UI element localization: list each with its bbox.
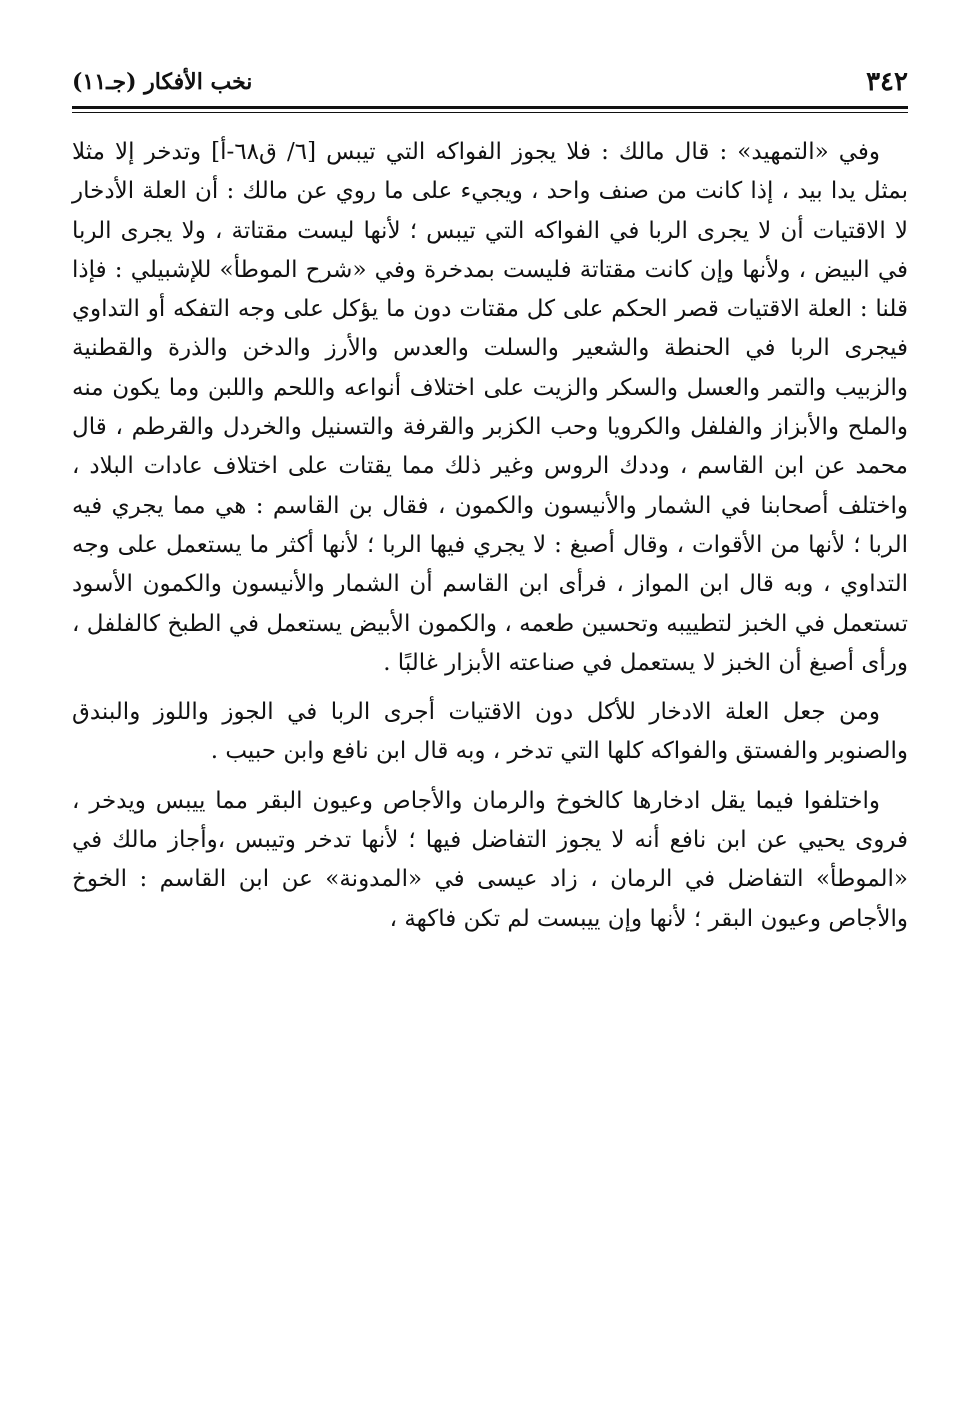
body-text [72, 133, 908, 939]
paragraph-1: وفي «التمهيد» : قال مالك : فلا يجوز الفواكه التي تيبس [٦/ ق٦٨-أ] وتدخر إلا مثلا بمثل يدا بيد ، إذا كانت من صنف واحد ، ويجيء على ما روي عن مالك : أن العلة الأدخار لا الاقتيات أن لا يجرى الربا في الفواكه التي تيبس ؛ لأنها ليست مقتاتة ، ولا يجرى الربا في البيض ، ولأنها وإن كانت مقتاتة فليست بمدخرة وفي «شرح الموطأ» للإشبيلي : فإذا قلنا : العلة الاقتيات قصر الحكم على كل مقتات دون ما يؤكل على وجه التفكه أو التداوي فيجرى الربا في الحنطة والشعير والسلت والعدس والأرز والدخن والذرة والقطنية والزبيب والتمر والعسل والسكر والزيت على اختلاف أنواعه واللحم واللبن وما يكون منه والملح والأبزاز والفلفل والكرويا وحب الكزبر والقرفة والتسنيل والخردل والقرطم ، قال محمد عن ابن القاسم ، وددك الروس وغير ذلك مما يقتات على اختلاف عادات البلاد ، واختلف أصحابنا في الشمار والأنيسون والكمون ، فقال بن القاسم : هي مما يجري فيه الربا ؛ لأنها من الأقوات ، وقال أصبغ : لا يجري فيها الربا ؛ لأنها أكثر ما يستعمل على وجه التداوي ، وبه قال ابن المواز ، فرأى ابن القاسم أن الشمار والأنيسون والكمون الأسود تستعمل في الخبز لتطييبه وتحسين طعمه ، والكمون الأبيض يستعمل في الطبخ كالفلفل ، ورأى أصبغ أن الخبز لا يستعمل في صناعته الأبزار غالبًا . [72, 139, 908, 676]
page-number: ٣٤٢ [866, 67, 908, 97]
page-header [72, 58, 908, 102]
running-title: نخب الأفكار (جـ١١) [72, 69, 253, 95]
page [72, 58, 908, 949]
header-rule-thick [72, 106, 908, 109]
paragraph-3: واختلفوا فيما يقل ادخارها كالخوخ والرمان والأجاص وعيون البقر مما ييبس ويدخر ، فروى يحيي عن ابن نافع أنه لا يجوز التفاضل فيها ؛ لأنها تدخر وتيبس ،وأجاز مالك في «الموطأ» التفاضل في الرمان ، زاد عيسى في «المدونة» عن ابن القاسم : الخوخ والأجاص وعيون البقر ؛ لأنها وإن ييبست لم تكن فاكهة ، [72, 787, 908, 932]
header-rule-thin [72, 112, 908, 113]
paragraph-2: ومن جعل العلة الادخار للأكل دون الاقتيات أجرى الربا في الجوز واللوز والبندق والصنوبر والفستق والفواكه كلها التي تدخر ، وبه قال ابن نافع وابن حبيب . [72, 699, 908, 765]
